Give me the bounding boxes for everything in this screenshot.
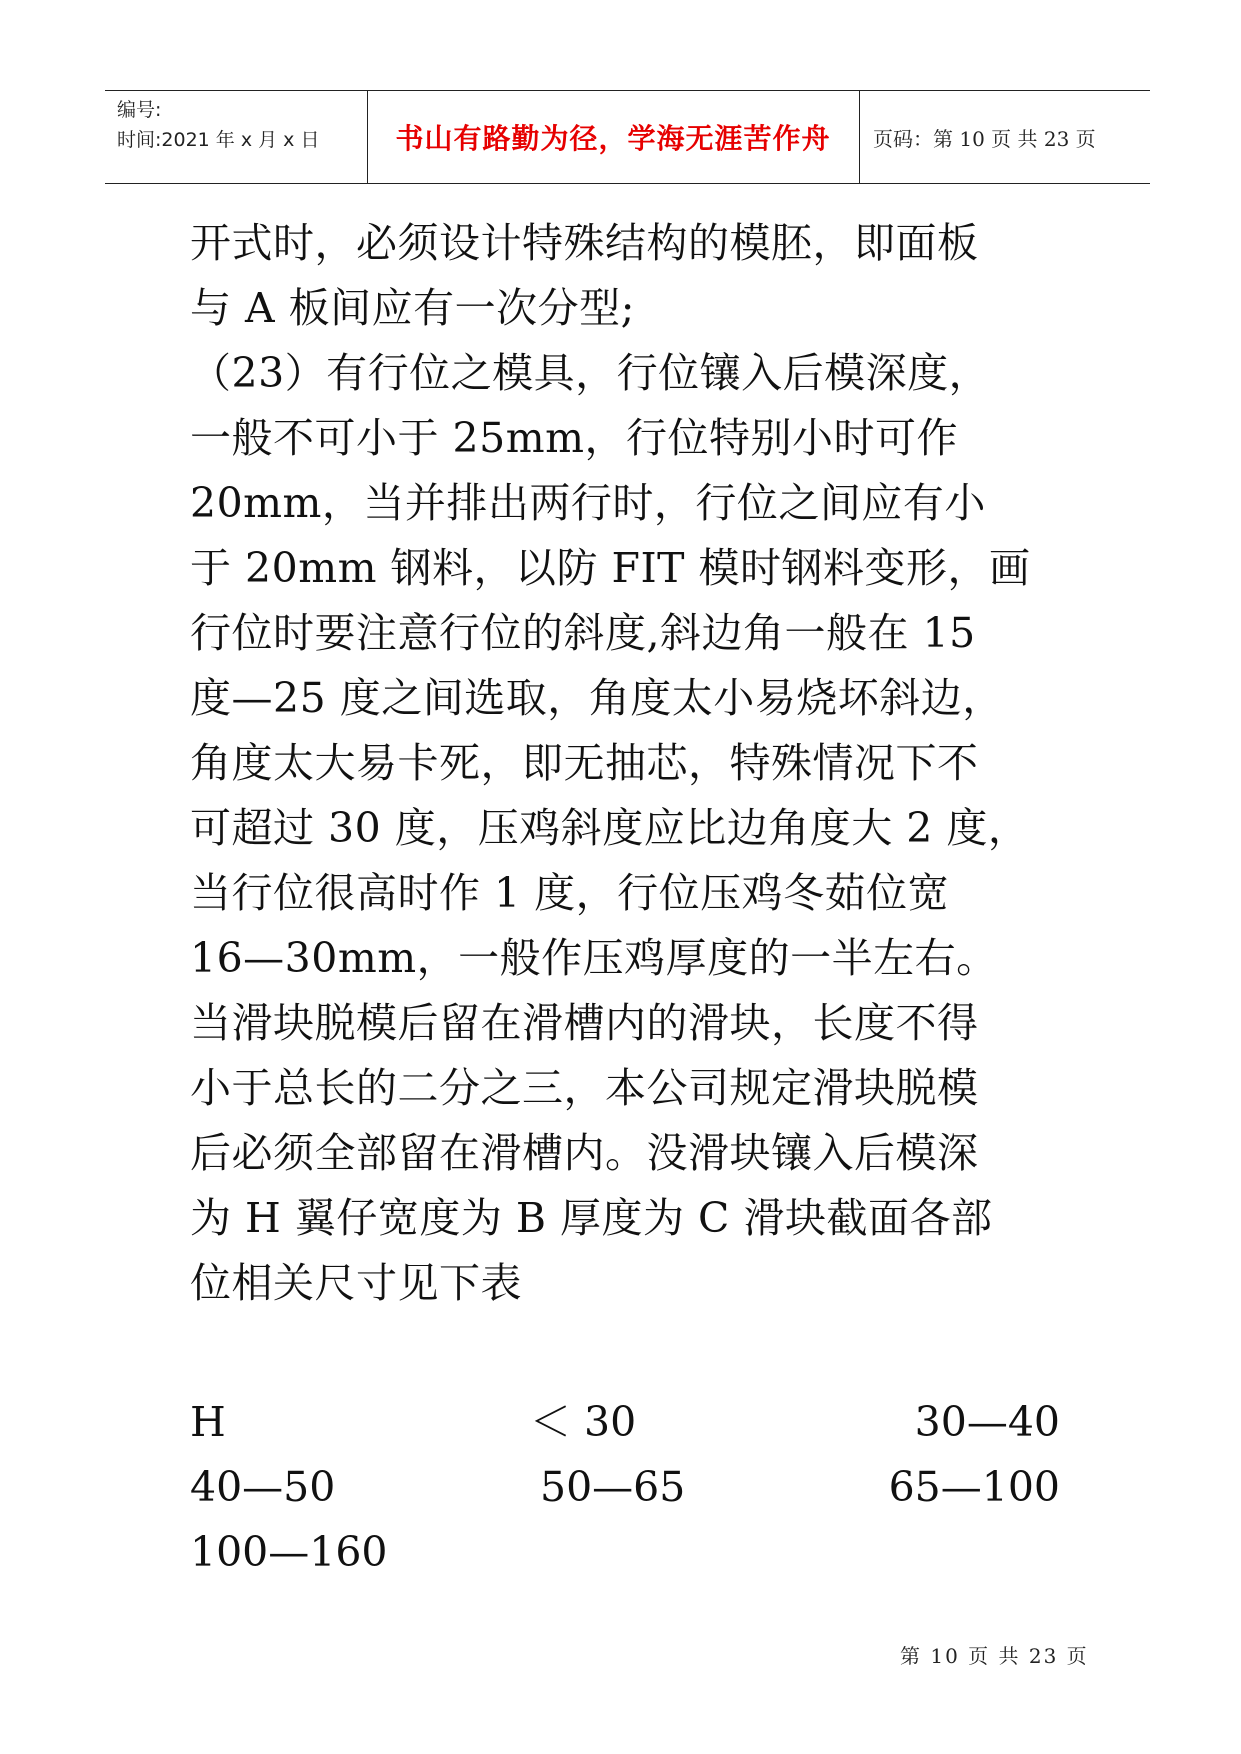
page-footer: 第 10 页 共 23 页 [900,1644,1089,1668]
body-line: 度—25 度之间选取，角度太小易烧坏斜边， [190,674,1004,722]
header-divider [859,91,860,183]
body-line: 开式时，必须设计特殊结构的模胚，即面板 [190,219,979,267]
body-line: 当行位很高时作 1 度，行位压鸡冬茹位宽 [190,869,950,917]
header-meta [117,95,319,155]
body-line: 行位时要注意行位的斜度,斜边角一般在 15 [190,609,976,657]
table-cell: 50—65 [540,1463,686,1511]
dimension-table [190,1390,1060,1585]
serial-label: 编号: [117,99,162,121]
body-line: 与 A 板间应有一次分型; [190,284,635,332]
body-line: 小于总长的二分之三，本公司规定滑块脱模 [190,1064,979,1112]
body-line: 于 20mm 钢料，以防 FIT 模时钢料变形，画 [190,544,1031,592]
table-row [190,1455,1060,1520]
body-line: 当滑块脱模后留在滑槽内的滑块，长度不得 [190,999,979,1047]
table-cell: 40—50 [190,1463,336,1511]
table-cell: 30—40 [914,1398,1060,1446]
body-line: （23）有行位之模具，行位镶入后模深度， [190,349,991,397]
table-cell: H [190,1398,226,1446]
body-line: 16—30mm，一般作压鸡厚度的一半左右。 [190,934,998,982]
table-cell: ＜ 30 [530,1398,637,1446]
body-line: 可超过 30 度，压鸡斜度应比边角度大 2 度， [190,804,1030,852]
table-row [190,1390,1060,1455]
body-line: 为 H 翼仔宽度为 B 厚度为 C 滑块截面各部 [190,1194,993,1242]
body-line: 20mm，当并排出两行时，行位之间应有小 [190,479,986,527]
table-cell: 65—100 [888,1463,1060,1511]
body-paragraph [190,211,1070,1316]
body-line: 角度太大易卡死，即无抽芯，特殊情况下不 [190,739,979,787]
body-line: 位相关尺寸见下表 [190,1259,522,1307]
table-cell: 100—160 [190,1528,388,1576]
table-row [190,1520,1060,1585]
header-page-info: 页码：第 10 页 共 23 页 [873,127,1096,151]
body-line: 一般不可小于 25mm，行位特别小时可作 [190,414,958,462]
body-line: 后必须全部留在滑槽内。没滑块镶入后模深 [190,1129,979,1177]
time-label: 时间:2021 年 x 月 x 日 [117,129,320,151]
header-motto: 书山有路勤为径，学海无涯苦作舟 [395,122,831,155]
page-header [105,90,1150,184]
